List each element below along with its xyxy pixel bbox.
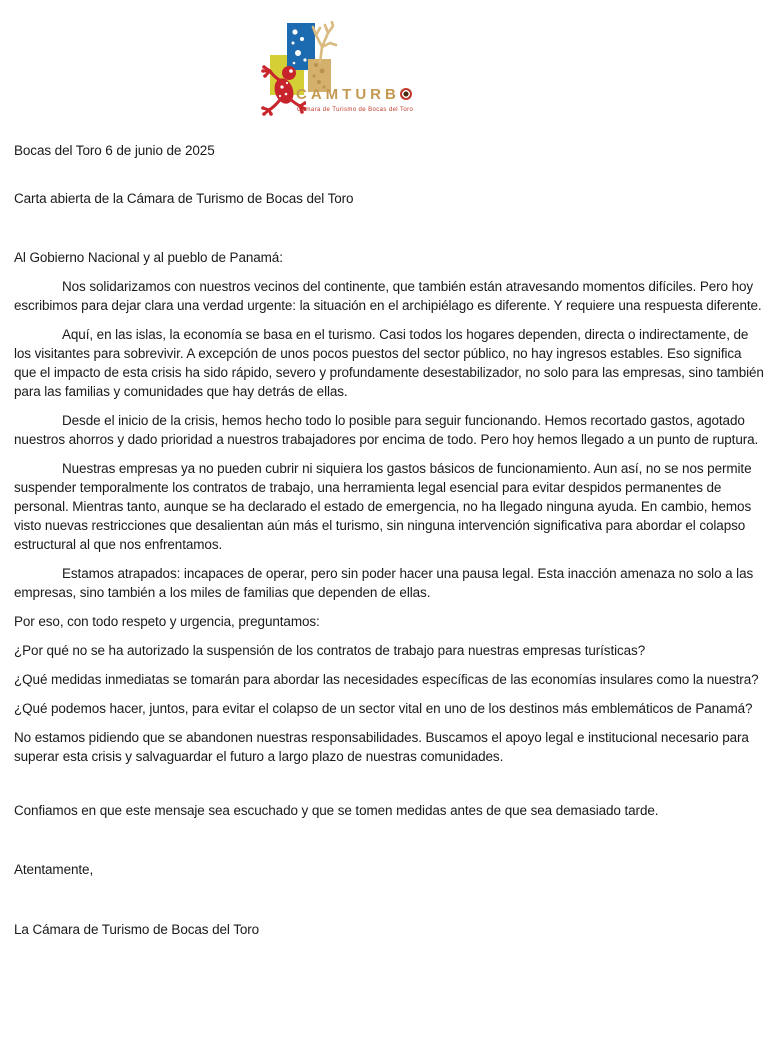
letter-salutation: Al Gobierno Nacional y al pueblo de Panamá: (14, 250, 283, 265)
camturbo-o-icon (400, 88, 412, 100)
letter-title: Carta abierta de la Cámara de Turismo de Bocas del Toro (14, 191, 354, 206)
closing-line: Atentamente, (14, 862, 94, 877)
body-paragraph: Desde el inicio de la crisis, hemos hecho todo lo posible para seguir funcionando. Hemos recortado gastos, agotado nuestros ahorros y dado prioridad a nuestros trabajadores por encima de todo. Pero hoy hemos llegado a un punto de ruptura. (14, 413, 759, 447)
signature-line: La Cámara de Turismo de Bocas del Toro (14, 922, 260, 937)
camturbo-logo (260, 15, 414, 119)
logo-wordmark-text: CAMTURB (296, 86, 400, 103)
hope-paragraph: Confiamos en que este mensaje sea escuchado y que se tomen medidas antes de que sea demasiado tarde. (14, 803, 659, 818)
logo-wordmark (296, 87, 412, 102)
body-paragraph: Nos solidarizamos con nuestros vecinos del continente, que también están atravesando momentos difíciles. Pero hoy escribimos para dejar clara una verdad urgente: la situación en el archipiélago es diferente. Y requiere una respuesta diferente. (14, 279, 762, 313)
body-paragraph: Estamos atrapados: incapaces de operar, pero sin poder hacer una pausa legal. Esta inacción amenaza no solo a las empresas, sino también a los miles de familias que dependen de ellas. (14, 566, 754, 600)
coral-branch-icon (310, 21, 340, 63)
letter-date: Bocas del Toro 6 de junio de 2025 (14, 143, 215, 158)
body-paragraph: Aquí, en las islas, la economía se basa en el turismo. Casi todos los hogares dependen, directa o indirectamente, de los visitantes para sobrevivir. A excepción de unos pocos puestos del sector público, no hay ingresos estables. Eso significa que el impacto de esta crisis ha sido rápido, severo y profundamente desestabilizador, no solo para las empresas, sino también para las familias y comunidades que hay detrás de ellas. (14, 327, 764, 399)
question-paragraph: ¿Qué medidas inmediatas se tomarán para abordar las necesidades específicas de las economías insulares como la nuestra? (14, 672, 759, 687)
request-paragraph: No estamos pidiendo que se abandonen nuestras responsabilidades. Buscamos el apoyo legal e institucional necesario para superar esta crisis y salvaguardar el futuro a largo plazo de nuestras comunidades. (14, 730, 749, 764)
questions-lead-in: Por eso, con todo respeto y urgencia, preguntamos: (14, 614, 320, 629)
question-paragraph: ¿Qué podemos hacer, juntos, para evitar el colapso de un sector vital en uno de los destinos más emblemáticos de Panamá? (14, 701, 753, 716)
logo-tagline: Cámara de Turismo de Bocas del Toro (297, 107, 414, 113)
letter-page (0, 15, 780, 989)
question-paragraph: ¿Por qué no se ha autorizado la suspensión de los contratos de trabajo para nuestras empresas turísticas? (14, 643, 646, 658)
body-paragraph: Nuestras empresas ya no pueden cubrir ni siquiera los gastos básicos de funcionamiento. Aun así, no se nos permite suspender temporalmente los contratos de trabajo, una herramienta legal esencial para evitar despidos permanentes de personal. Mientras tanto, aunque se ha declarado el estado de emergencia, no ha llegado ninguna ayuda. En cambio, hemos visto nuevas restricciones que desalientan aún más el turismo, sin ninguna intervención significativa para abordar el colapso estructural al que nos enfrentamos. (14, 461, 752, 552)
